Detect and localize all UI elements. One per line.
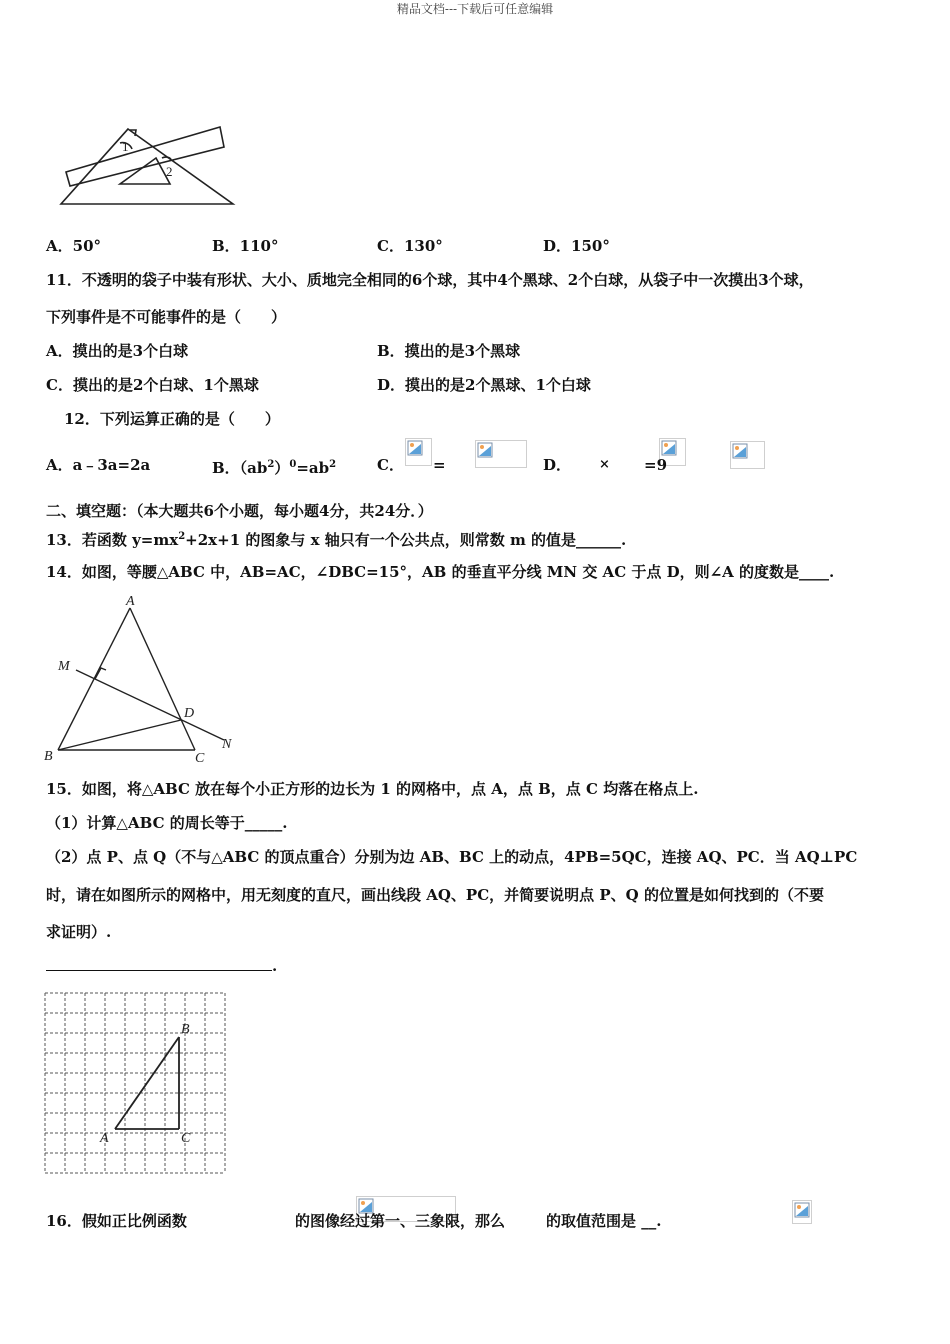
- q10-label-1: 1: [122, 139, 129, 154]
- q13-sup: 2: [178, 531, 186, 542]
- q11-option-a: A．摸出的是3个白球: [46, 342, 189, 360]
- q11-option-b: B．摸出的是3个黑球: [377, 342, 521, 360]
- q14-label-c: C: [195, 751, 205, 766]
- q10-option-a: A．50°: [46, 237, 102, 255]
- q15-stem: 15．如图，将△ABC 放在每个小正方形的边长为 1 的网格中，点 A，点 B，点 C 均落在格点上.: [46, 780, 699, 798]
- q10-label-2: 2: [166, 164, 173, 179]
- q12-d-post: =9: [644, 456, 668, 474]
- q12-option-d: [543, 455, 571, 475]
- q12-option-c: [377, 455, 404, 475]
- q12-option-a: A．a﹣3a=2a: [46, 456, 151, 474]
- section-2-heading: 二、填空题：（本大题共6个小题，每小题4分，共24分．）: [46, 502, 433, 520]
- q15-label-c: C: [181, 1131, 191, 1146]
- q12-c-image-1: [405, 438, 432, 466]
- q12-b-mid: ）: [274, 459, 290, 477]
- q10-option-d: D．150°: [543, 237, 610, 255]
- q14-segment-bd: [58, 720, 181, 750]
- q16-mid: 的图像经过第一、三象限，那么: [295, 1212, 506, 1230]
- q14-stem: 14．如图，等腰△ABC 中，AB=AC，∠DBC=15°，AB 的垂直平分线 MN 交 AC 于点 D，则∠A 的度数是____.: [46, 563, 835, 581]
- q15-label-a: A: [100, 1131, 109, 1146]
- q11-option-c: C．摸出的是2个白球、1个黑球: [46, 376, 259, 394]
- q15-answer-line: [46, 956, 277, 976]
- q14-label-d: D: [184, 706, 195, 721]
- q14-label-m: M: [58, 659, 70, 674]
- q15-part2-line3: 求证明）.: [46, 923, 112, 941]
- q16-pre: 16．假如正比例函数: [46, 1212, 187, 1230]
- q16-post: 的取值范围是 __.: [546, 1212, 662, 1230]
- q12-b-pre: B．（ab: [212, 459, 268, 477]
- q12-b-post: =ab: [296, 459, 330, 477]
- q15-part2-line1: （2）点 P、点 Q（不与△ABC 的顶点重合）分别为边 AB、BC 上的动点，4PB=5QC，连接 AQ、PC．当 AQ⊥PC: [46, 848, 858, 866]
- q12-b-sup3: 2: [329, 459, 337, 470]
- q12-d-times: ×: [599, 457, 610, 472]
- q14-line-mn: [76, 670, 224, 740]
- q12-d-image-2: [730, 441, 765, 469]
- q12-option-b: [212, 455, 336, 478]
- broken-image-icon: [794, 1202, 810, 1218]
- q12-b-sup2: 0: [289, 459, 297, 470]
- q15-grid-lines: [45, 993, 225, 1173]
- q15-part1: （1）计算△ABC 的周长等于_____.: [46, 814, 288, 832]
- q10-option-b: B．110°: [212, 237, 279, 255]
- q10-angle-2-arc: [162, 157, 171, 159]
- broken-image-icon: [661, 440, 677, 456]
- q11-stem-line1: 11．不透明的袋子中装有形状、大小、质地完全相同的6个球，其中4个黑球、2个白球，从袋子中一次摸出3个球，: [46, 271, 814, 289]
- q11-option-d: D．摸出的是2个黑球、1个白球: [377, 376, 591, 394]
- q12-c-equals: =: [433, 456, 446, 474]
- q15-answer-blank: [46, 970, 272, 971]
- broken-image-icon: [477, 442, 493, 458]
- q15-label-b: B: [181, 1022, 190, 1037]
- q12-c-image-2: [475, 440, 527, 468]
- q14-label-b: B: [44, 749, 53, 764]
- q12-stem: 12．下列运算正确的是（ ）: [64, 410, 280, 428]
- q13-post: +2x+1 的图象与 x 轴只有一个公共点，则常数 m 的值是______.: [185, 531, 627, 549]
- q11-stem-line2: 下列事件是不可能事件的是（ ）: [46, 308, 287, 326]
- q15-grid-figure: [44, 992, 228, 1176]
- q10-option-c: C．130°: [377, 237, 443, 255]
- q12-b-sup1: 2: [267, 459, 275, 470]
- q12-c-pre: C．: [377, 456, 404, 474]
- q14-side-ac: [130, 608, 195, 750]
- q14-label-a: A: [126, 594, 135, 609]
- q16-image-2: [792, 1200, 812, 1224]
- broken-image-icon: [732, 443, 748, 459]
- q15-part2-line2: 时，请在如图所示的网格中，用无刻度的直尺，画出线段 AQ、PC，并简要说明点 P、Q 的位置是如何找到的（不要: [46, 886, 824, 904]
- page-header: 精品文档---下载后可任意编辑: [396, 2, 554, 16]
- q14-figure: [40, 590, 250, 770]
- q10-figure: [58, 122, 243, 224]
- broken-image-icon: [407, 440, 423, 456]
- q14-label-n: N: [222, 737, 232, 752]
- q15-answer-end: .: [272, 957, 278, 975]
- q12-d-pre: D．: [543, 456, 572, 474]
- q13-pre: 13．若函数 y=mx: [46, 531, 179, 549]
- q10-ruler: [66, 127, 224, 186]
- q13-stem: [46, 527, 626, 550]
